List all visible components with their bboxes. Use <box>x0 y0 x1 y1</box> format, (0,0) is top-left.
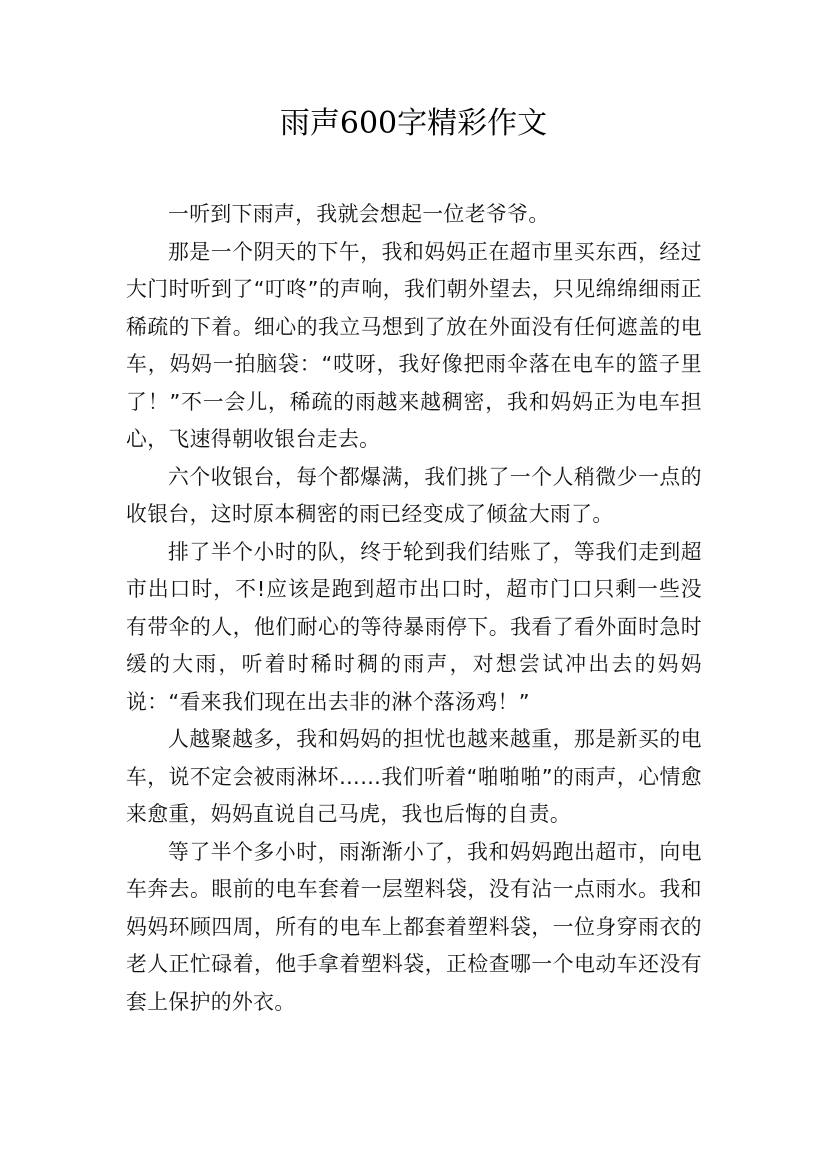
essay-body <box>126 196 702 1021</box>
document-title: 雨声600字精彩作文 <box>279 106 548 141</box>
paragraph: 等了半个多小时，雨渐渐小了，我和妈妈跑出超市，向电车奔去。眼前的电车套着一层塑料袋，没有沾一点雨水。我和妈妈环顾四周，所有的电车上都套着塑料袋，一位身穿雨衣的老人正忙碌着，他手拿着塑料袋，正检查哪一个电动车还没有套上保护的外衣。 <box>126 839 702 1014</box>
paragraph: 那是一个阴天的下午，我和妈妈正在超市里买东西，经过大门时听到了“叮咚”的声响，我们朝外望去，只见绵绵细雨正稀疏的下着。细心的我立马想到了放在外面没有任何遮盖的电车，妈妈一拍脑袋：“哎呀，我好像把雨伞落在电车的篮子里了！”不一会儿，稀疏的雨越来越稠密，我和妈妈正为电车担心，飞速得朝收银台走去。 <box>126 239 702 451</box>
paragraph: 一听到下雨声，我就会想起一位老爷爷。 <box>168 202 550 226</box>
paragraph: 六个收银台，每个都爆满，我们挑了一个人稍微少一点的收银台，这时原本稠密的雨已经变成了倾盆大雨了。 <box>126 464 702 526</box>
paragraph: 排了半个小时的队，终于轮到我们结账了，等我们走到超市出口时，不!应该是跑到超市出口时，超市门口只剩一些没有带伞的人，他们耐心的等待暴雨停下。我看了看外面时急时缓的大雨，听着时稀时稠的雨声，对想尝试冲出去的妈妈说：“看来我们现在出去非的淋个落汤鸡！” <box>126 539 702 714</box>
paragraph: 人越聚越多，我和妈妈的担忧也越来越重，那是新买的电车，说不定会被雨淋坏……我们听着“啪啪啪”的雨声，心情愈来愈重，妈妈直说自己马虎，我也后悔的自责。 <box>126 727 702 826</box>
